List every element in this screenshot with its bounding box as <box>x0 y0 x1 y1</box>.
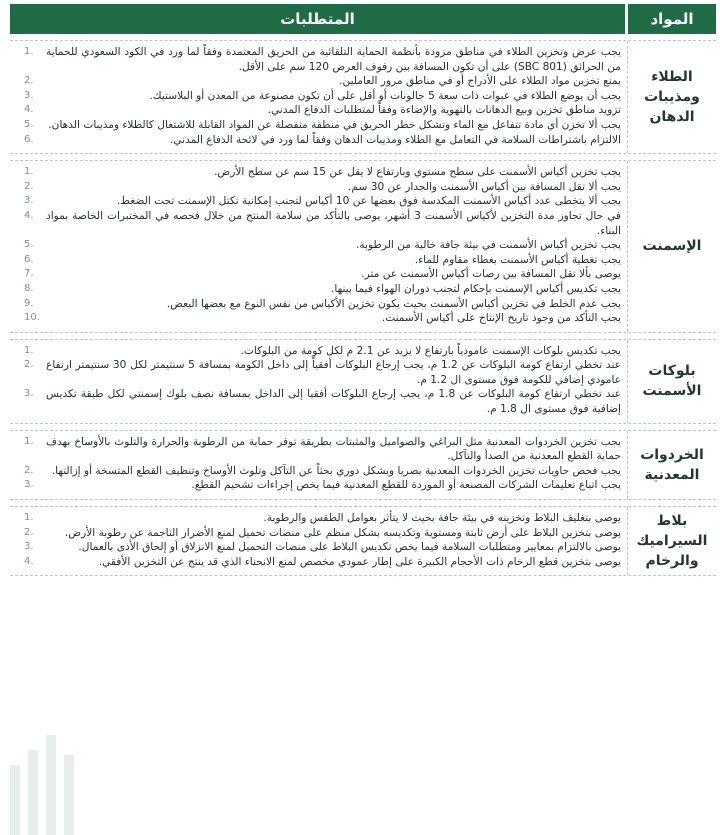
requirements-list <box>10 431 627 499</box>
requirement-text: يجب اتباع تعليمات الشركات المصنعة أو الموردة للقطع المعدنية فيما يخص إجراءات تشحيم القطع. <box>191 479 621 492</box>
list-item <box>20 311 621 326</box>
item-number: 1. <box>24 435 34 447</box>
table-row <box>10 430 716 500</box>
item-number: 1. <box>24 46 34 57</box>
item-number: 9. <box>24 297 34 309</box>
requirement-text: يجب تغطية أكياس الأسمنت بغطاء مقاوم للماء. <box>414 253 621 266</box>
list-item <box>20 387 621 416</box>
item-number: 4. <box>24 209 34 221</box>
list-item <box>20 344 621 359</box>
list-item <box>20 282 621 297</box>
list-item <box>20 209 621 238</box>
requirements-list <box>10 507 627 575</box>
requirement-text: يوصى بتخزين قطع الرخام ذات الأحجام الكبيرة على إطار عمودي مخصص لمنع الانحناء الذي قد ينتج عن التخزين الأفقي. <box>98 555 621 568</box>
item-number: 2. <box>24 464 34 476</box>
item-number: 1. <box>24 166 34 178</box>
requirement-text: يجب عرض وتخزين الطلاء في مناطق مزودة بأنظمة الحماية التلقائية من الحريق المعتمدة وفقاً لما ورد في الكود السعودي للحماية من الحرائق (SBC 801) على أن تكون المسافة بين رفوف العرض 120 سم على الأقل. <box>46 46 621 73</box>
requirement-text: تزويد مناطق تخزين وبيع الدهانات بالتهوية والإضاءة وفقاً لمتطلبات الدفاع المدني. <box>267 104 621 117</box>
requirement-text: يوصى بتخزين البلاط على أرض ثابتة ومستوية وتكديسه بشكل منظم على منصات تحميل لمنع الأضرار الناجمة عن رطوبة الأرض. <box>64 526 621 539</box>
item-number: 1. <box>24 344 34 356</box>
table-row <box>10 506 716 576</box>
requirement-text: يوصى بالالتزام بمعايير ومتطلبات السلامة فيما يخص تكديس البلاط على منصات التحميل لمنع الانزلاق أو إلحاق الأذى بالعمال. <box>78 541 621 554</box>
table-header <box>10 4 716 34</box>
requirement-text: يجب أن يوضع الطلاء في عبوات ذات سعة 5 جالونات أو أقل على أن تكون مصنوعة من المعدن أو البلاستيك. <box>149 89 621 102</box>
requirement-text: في حال تجاوز مدة التخزين لأكياس الأسمنت 3 أشهر، يوصى بالتأكد من سلامة المنتج من خلال فحصه في المختبرات الخاصة بمواد البناء. <box>46 209 621 237</box>
list-item <box>20 358 621 387</box>
table-row <box>10 339 716 424</box>
item-number: 3. <box>24 89 34 101</box>
requirement-text: الالتزام باشتراطات السلامة في التعامل مع الطلاء ومذيبات الدهان وفقاً لما ورد في لائحة الدفاع المدني. <box>169 133 621 146</box>
list-item <box>20 45 621 74</box>
material-name: بلاط السيراميك والرخام <box>627 507 716 575</box>
watermark-logo <box>0 725 130 835</box>
requirement-text: عند تخطي ارتفاع كومة البلوكات عن 1.2 م، يجب إرجاع البلوكات أفقياً إلى داخل الكومة بمسافة 5 سنتيمتر لكل 30 سنتيمتر ارتفاع عامودي إضافي للكومة فوق مستوى ال 1.2 م. <box>46 359 621 386</box>
requirement-text: يجب ألا تخزن أي مادة تتفاعل مع الماء وتشكل خطر الحريق في منطقة منفصلة عن المواد القابلة للاشتعال كالطلاء ومذيبات الدهان. <box>48 118 621 131</box>
item-number: 5. <box>24 118 34 130</box>
requirement-text: يجب تكديس بلوكات الإسمنت عامودياً بارتفاع لا يزيد عن 2.1 م لكل كومة من البلوكات. <box>240 344 621 357</box>
requirement-text: يجب ألا يتخطى عدد أكياس الأسمنت المكدسة فوق بعضها عن 10 أكياس لتجنب إمكانية تكتل الإسمنت تحت الضغط. <box>116 195 621 208</box>
table-row <box>10 40 716 154</box>
item-number: 6. <box>24 253 34 265</box>
table-row <box>10 160 716 333</box>
item-number: 3. <box>24 541 34 553</box>
list-item <box>20 555 621 570</box>
list-item <box>20 464 621 479</box>
item-number: 3. <box>24 195 34 207</box>
list-item <box>20 253 621 268</box>
list-item <box>20 118 621 133</box>
requirements-list <box>10 41 627 153</box>
item-number: 5. <box>24 239 34 251</box>
header-requirements: المتطلبات <box>10 4 628 34</box>
requirement-text: يجب تكديس أكياس الإسمنت بإحكام لتجنب دوران الهواء فيما بينها. <box>330 282 621 295</box>
list-item <box>20 74 621 89</box>
header-materials: المواد <box>628 4 716 34</box>
item-number: 7. <box>24 268 34 280</box>
item-number: 8. <box>24 282 34 294</box>
list-item <box>20 267 621 282</box>
item-number: 2. <box>24 359 34 371</box>
requirement-text: يجب التأكد من وجود تاريخ الإنتاج على أكياس الأسمنت. <box>381 312 621 325</box>
item-number: 3. <box>24 479 34 491</box>
requirement-text: يجب عدم الخلط في تخزين أكياس الأسمنت بحيث يكون تخزين الأكياس من نفس النوع مع بعضها البعض. <box>166 297 621 310</box>
item-number: 1. <box>24 512 34 524</box>
requirements-list <box>10 161 627 332</box>
requirement-text: يجب تخزين أكياس الأسمنت على سطح مستوي وبارتفاع لا يقل عن 15 سم عن سطح الأرض. <box>214 166 621 179</box>
list-item <box>20 238 621 253</box>
list-item <box>20 435 621 464</box>
list-item <box>20 89 621 104</box>
requirements-list <box>10 340 627 423</box>
item-number: 4. <box>24 104 34 116</box>
material-name: بلوكات الأسمنت <box>627 340 716 423</box>
list-item <box>20 133 621 148</box>
material-name: الخردوات المعدنية <box>627 431 716 499</box>
list-item <box>20 165 621 180</box>
requirement-text: يجب فحص حاويات تخزين الخردوات المعدنية بصريا وبشكل دوري بحثاً عن التآكل وتلوث الأوساخ وتنظيف القطع المتسخة أو إزالتها. <box>51 464 621 477</box>
requirements-table <box>10 4 716 576</box>
list-item <box>20 297 621 312</box>
requirement-text: يوصى بألا تقل المسافة بين رصات أكياس الأسمنت عن متر. <box>361 268 621 281</box>
requirement-text: يوصى بتغليف البلاط وتخزينه في بيئة جافة بحيث لا يتأثر بعوامل الطقس والرطوبة. <box>263 512 621 525</box>
requirement-text: عند تخطي ارتفاع كومة البلوكات عن 1.8 م، يجب إرجاع البلوكات أفقيا إلى الداخل بمسافة نصف بلوك إسمنتي لكل طبقة تكديس إضافية فوق مستوى ال 1.8 م. <box>46 388 621 416</box>
table-body <box>10 40 716 576</box>
list-item <box>20 180 621 195</box>
item-number: 6. <box>24 133 34 145</box>
material-name: الإسمنت <box>627 161 716 332</box>
list-item <box>20 540 621 555</box>
requirement-text: يمنع تخزين مواد الطلاء على الأدراج أو في مناطق مرور العاملين. <box>339 75 621 88</box>
item-number: 4. <box>24 555 34 567</box>
list-item <box>20 511 621 526</box>
item-number: 3. <box>24 388 34 400</box>
list-item <box>20 478 621 493</box>
item-number: 2. <box>24 180 34 192</box>
item-number: 2. <box>24 75 34 87</box>
requirement-text: يجب ألا تقل المسافة بين أكياس الأسمنت والجدار عن 30 سم. <box>348 180 621 193</box>
requirement-text: يجب تخزين أكياس الأسمنت في بيئة جافة خالية من الرطوبة. <box>355 239 621 252</box>
list-item <box>20 103 621 118</box>
requirement-text: يجب تخزين الخردوات المعدنية مثل البراغي والصواميل والمثبتات بطريقة توفر حماية من الرطوبة والحرارة والتلوث بالأوساخ بهدف حماية القطع المعدنية من الصدأ والتآكل. <box>46 435 621 463</box>
list-item <box>20 526 621 541</box>
item-number: 10. <box>24 312 40 324</box>
item-number: 2. <box>24 526 34 538</box>
list-item <box>20 194 621 209</box>
material-name: الطلاء ومذيبات الدهان <box>627 41 716 153</box>
